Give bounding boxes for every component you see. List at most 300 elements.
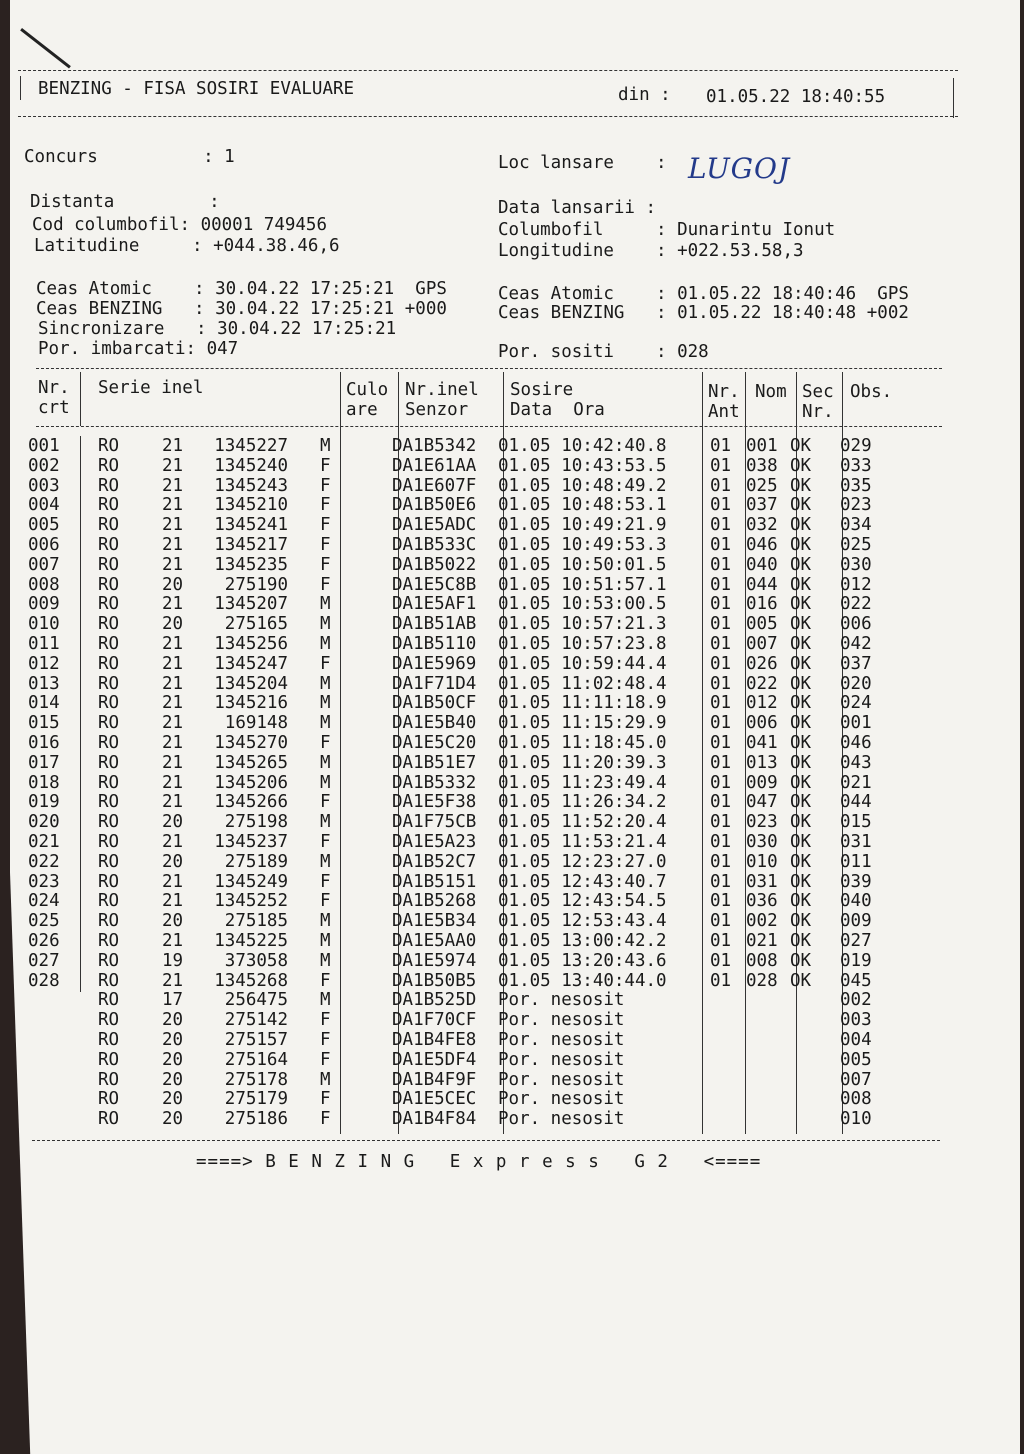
row-country: RO (98, 713, 120, 734)
table-row (0, 990, 1000, 1010)
table-row (0, 555, 1000, 575)
row-country: RO (98, 970, 120, 991)
row-sensor: DA1B50E6 (392, 495, 477, 516)
row-year: 20 (162, 1089, 184, 1110)
row-sex: F (320, 733, 331, 753)
row-ring: 275142 (224, 1010, 288, 1031)
row-nr: 013 (28, 673, 60, 694)
row-obs: 039 (840, 871, 872, 892)
row-ring: 1345235 (214, 554, 288, 575)
table-row (0, 1030, 1000, 1050)
table-bottom-border (32, 1140, 940, 1141)
row-sec: OK (790, 495, 812, 516)
col-header-serie-inel: Serie inel (98, 378, 204, 398)
row-arrival: 01.05 11:23:49.4 (498, 772, 667, 793)
row-country: RO (98, 1030, 120, 1050)
row-nr-ant: 01 (710, 911, 732, 932)
row-year: 21 (162, 832, 184, 852)
col-header-culoare: Culo are (346, 380, 389, 420)
row-sensor: DA1B51E7 (392, 752, 477, 773)
row-year: 21 (162, 891, 184, 912)
row-arrival: 01.05 11:11:18.9 (498, 693, 667, 714)
row-ring: 275189 (224, 851, 288, 872)
row-arrival: 01.05 10:42:40.8 (498, 436, 667, 456)
header-bottom-border (18, 116, 958, 117)
row-sensor: DA1B51AB (392, 614, 477, 635)
row-country: RO (98, 851, 120, 872)
row-sensor: DA1E5F38 (392, 792, 477, 813)
row-nr-ant: 01 (710, 931, 732, 951)
row-ring: 1345265 (214, 752, 288, 773)
table-row (0, 713, 1000, 733)
row-nom: 041 (746, 733, 778, 753)
table-row (0, 773, 1000, 793)
row-nr: 020 (28, 812, 60, 833)
row-arrival: Por. nesosit (498, 1109, 625, 1130)
row-obs: 046 (840, 733, 872, 753)
row-nom: 023 (746, 812, 778, 833)
row-sex: F (320, 792, 331, 813)
row-arrival: 01.05 11:15:29.9 (498, 713, 667, 734)
row-sensor: DA1B4F84 (392, 1109, 477, 1130)
row-sensor: DA1B533C (392, 535, 477, 555)
row-year: 17 (162, 990, 184, 1011)
row-sec: OK (790, 634, 812, 654)
row-sensor: DA1E5A23 (392, 832, 477, 852)
row-sensor: DA1B4F9F (392, 1069, 477, 1090)
row-year: 21 (162, 455, 184, 476)
row-nom: 006 (746, 713, 778, 734)
row-nr-ant: 01 (710, 871, 732, 892)
row-ring: 275165 (224, 614, 288, 635)
row-nom: 047 (746, 792, 778, 813)
table-row (0, 436, 1000, 456)
row-ring: 1345256 (214, 634, 288, 654)
row-sex: F (320, 1030, 331, 1050)
row-obs: 037 (840, 653, 872, 674)
row-arrival: 01.05 10:43:53.5 (498, 455, 667, 476)
row-nr-ant: 01 (710, 693, 732, 714)
row-country: RO (98, 554, 120, 575)
row-nr-ant: 01 (710, 752, 732, 773)
row-nom: 022 (746, 673, 778, 694)
row-nr-ant: 01 (710, 455, 732, 476)
row-country: RO (98, 772, 120, 793)
row-arrival: 01.05 11:52:20.4 (498, 812, 667, 833)
row-nr-ant: 01 (710, 950, 732, 971)
row-arrival: 01.05 10:51:57.1 (498, 574, 667, 595)
table-row (0, 951, 1000, 971)
row-nr: 027 (28, 950, 60, 971)
row-ring: 1345268 (214, 970, 288, 991)
row-nom: 021 (746, 931, 778, 951)
row-sensor: DA1B5268 (392, 891, 477, 912)
row-sensor: DA1E5AF1 (392, 594, 477, 615)
row-country: RO (98, 455, 120, 476)
loc-lansare-handwritten: LUGOJ (688, 152, 791, 185)
row-nr: 009 (28, 594, 60, 615)
row-country: RO (98, 832, 120, 852)
row-obs: 002 (840, 990, 872, 1011)
concurs-line: Concurs : 1 (24, 147, 235, 167)
table-row (0, 1050, 1000, 1070)
data-lansarii-line: Data lansarii : (498, 198, 657, 218)
row-sec: OK (790, 455, 812, 476)
row-sensor: DA1B5022 (392, 554, 477, 575)
row-sex: F (320, 832, 331, 852)
row-sensor: DA1F70CF (392, 1010, 477, 1031)
table-row (0, 614, 1000, 634)
row-sensor: DA1B525D (392, 990, 477, 1011)
row-nr-ant: 01 (710, 614, 732, 635)
table-row (0, 515, 1000, 535)
col-header-obs: Obs. (850, 382, 893, 402)
row-ring: 275186 (224, 1109, 288, 1130)
row-nr-ant: 01 (710, 634, 732, 654)
row-obs: 029 (840, 436, 872, 456)
row-nr: 011 (28, 634, 60, 654)
row-obs: 030 (840, 554, 872, 575)
row-obs: 024 (840, 693, 872, 714)
row-nom: 032 (746, 515, 778, 536)
row-ring: 1345210 (214, 495, 288, 516)
row-ring: 1345207 (214, 594, 288, 615)
row-nom: 009 (746, 772, 778, 793)
row-nr-ant: 01 (710, 851, 732, 872)
row-ring: 256475 (224, 990, 288, 1011)
row-arrival: 01.05 11:20:39.3 (498, 752, 667, 773)
row-nom: 038 (746, 455, 778, 476)
row-obs: 012 (840, 574, 872, 595)
row-sex: F (320, 1049, 331, 1070)
row-sec: OK (790, 693, 812, 714)
row-nr-ant: 01 (710, 594, 732, 615)
row-sec: OK (790, 733, 812, 753)
row-sex: F (320, 495, 331, 516)
row-ring: 373058 (224, 950, 288, 971)
table-row (0, 832, 1000, 852)
row-sensor: DA1F71D4 (392, 673, 477, 694)
row-year: 21 (162, 653, 184, 674)
row-arrival: 01.05 12:23:27.0 (498, 851, 667, 872)
row-sex: M (320, 851, 331, 872)
row-obs: 020 (840, 673, 872, 694)
row-obs: 015 (840, 812, 872, 833)
row-year: 20 (162, 911, 184, 932)
row-arrival: 01.05 10:53:00.5 (498, 594, 667, 615)
row-nom: 010 (746, 851, 778, 872)
row-country: RO (98, 792, 120, 813)
row-year: 20 (162, 1049, 184, 1070)
row-year: 21 (162, 713, 184, 734)
table-row (0, 812, 1000, 832)
row-sex: M (320, 931, 331, 951)
row-arrival: 01.05 10:49:21.9 (498, 515, 667, 536)
loc-lansare-label: Loc lansare : (498, 153, 667, 173)
row-country: RO (98, 891, 120, 912)
row-ring: 1345266 (214, 792, 288, 813)
row-year: 21 (162, 970, 184, 991)
row-sex: F (320, 891, 331, 912)
row-sex: M (320, 614, 331, 635)
row-year: 20 (162, 1010, 184, 1031)
row-sec: OK (790, 436, 812, 456)
row-ring: 1345225 (214, 931, 288, 951)
row-obs: 027 (840, 931, 872, 951)
row-sensor: DA1B50B5 (392, 970, 477, 991)
row-year: 20 (162, 614, 184, 635)
row-country: RO (98, 475, 120, 496)
row-nom: 002 (746, 911, 778, 932)
row-nom: 007 (746, 634, 778, 654)
row-country: RO (98, 950, 120, 971)
row-nr-ant: 01 (710, 535, 732, 555)
table-row (0, 456, 1000, 476)
row-nr: 015 (28, 713, 60, 734)
row-year: 21 (162, 495, 184, 516)
row-ring: 1345227 (214, 436, 288, 456)
row-obs: 031 (840, 832, 872, 852)
row-sex: F (320, 871, 331, 892)
table-header-divider (36, 426, 942, 427)
row-obs: 004 (840, 1030, 872, 1050)
row-sex: M (320, 950, 331, 971)
row-sensor: DA1E5B40 (392, 713, 477, 734)
row-nr: 003 (28, 475, 60, 496)
row-obs: 011 (840, 851, 872, 872)
row-nr-ant: 01 (710, 832, 732, 852)
row-sec: OK (790, 515, 812, 536)
row-obs: 044 (840, 792, 872, 813)
row-nr: 002 (28, 455, 60, 476)
report-date-value: 01.05.22 18:40:55 (706, 87, 886, 107)
row-year: 21 (162, 693, 184, 714)
row-obs: 008 (840, 1089, 872, 1110)
row-country: RO (98, 1049, 120, 1070)
table-top-border (36, 368, 942, 369)
row-country: RO (98, 990, 120, 1011)
row-sensor: DA1B52C7 (392, 851, 477, 872)
row-obs: 043 (840, 752, 872, 773)
row-arrival: 01.05 11:53:21.4 (498, 832, 667, 852)
table-row (0, 634, 1000, 654)
row-sex: F (320, 1089, 331, 1110)
row-sex: M (320, 693, 331, 714)
row-nr: 016 (28, 733, 60, 753)
row-nr-ant: 01 (710, 713, 732, 734)
row-nr-ant: 01 (710, 733, 732, 753)
row-sec: OK (790, 832, 812, 852)
row-sensor: DA1E5C8B (392, 574, 477, 595)
footer-banner: ====> B E N Z I N G E x p r e s s G 2 <==== (196, 1152, 762, 1172)
row-nr: 019 (28, 792, 60, 813)
row-nr: 012 (28, 653, 60, 674)
row-country: RO (98, 535, 120, 555)
row-nom: 028 (746, 970, 778, 991)
table-row (0, 753, 1000, 773)
row-sex: F (320, 535, 331, 555)
row-nr: 023 (28, 871, 60, 892)
row-nr: 028 (28, 970, 60, 991)
row-ring: 275164 (224, 1049, 288, 1070)
row-obs: 019 (840, 950, 872, 971)
por-imbarcati-line: Por. imbarcati: 047 (38, 339, 239, 359)
report-title: BENZING - FISA SOSIRI EVALUARE (38, 79, 355, 99)
row-country: RO (98, 1089, 120, 1110)
row-arrival: Por. nesosit (498, 1069, 625, 1090)
row-country: RO (98, 594, 120, 615)
row-year: 20 (162, 1069, 184, 1090)
col-header-nr-inel-senzor: Nr.inel Senzor (405, 380, 479, 420)
row-sec: OK (790, 970, 812, 991)
table-row (0, 872, 1000, 892)
table-row (0, 931, 1000, 951)
row-obs: 035 (840, 475, 872, 496)
row-nr-ant: 01 (710, 436, 732, 456)
row-obs: 006 (840, 614, 872, 635)
col-header-nr-ant: Nr. Ant (708, 382, 740, 422)
row-nr: 018 (28, 772, 60, 793)
row-year: 20 (162, 851, 184, 872)
row-ring: 169148 (224, 713, 288, 734)
row-sensor: DA1E5974 (392, 950, 477, 971)
row-year: 21 (162, 535, 184, 555)
row-country: RO (98, 436, 120, 456)
por-sositi-line: Por. sositi : 028 (498, 342, 709, 362)
row-year: 21 (162, 931, 184, 951)
row-sec: OK (790, 812, 812, 833)
row-arrival: Por. nesosit (498, 1049, 625, 1070)
row-sex: F (320, 475, 331, 496)
row-arrival: Por. nesosit (498, 990, 625, 1011)
row-nom: 008 (746, 950, 778, 971)
row-sensor: DA1E61AA (392, 455, 477, 476)
row-ring: 1345217 (214, 535, 288, 555)
header-left-bar (20, 76, 21, 100)
row-sex: M (320, 634, 331, 654)
row-nom: 037 (746, 495, 778, 516)
row-sec: OK (790, 871, 812, 892)
table-row (0, 1010, 1000, 1030)
row-obs: 034 (840, 515, 872, 536)
row-ring: 275157 (224, 1030, 288, 1050)
row-nr: 007 (28, 554, 60, 575)
row-sex: M (320, 713, 331, 734)
row-year: 21 (162, 871, 184, 892)
row-ring: 1345204 (214, 673, 288, 694)
row-year: 21 (162, 792, 184, 813)
row-year: 21 (162, 594, 184, 615)
table-row (0, 575, 1000, 595)
table-row (0, 852, 1000, 872)
row-nr: 014 (28, 693, 60, 714)
row-nr-ant: 01 (710, 891, 732, 912)
table-row (0, 1089, 1000, 1109)
row-year: 21 (162, 752, 184, 773)
distanta-line: Distanta : (30, 192, 220, 212)
row-arrival: 01.05 11:02:48.4 (498, 673, 667, 694)
row-arrival: 01.05 10:59:44.4 (498, 653, 667, 674)
row-obs: 010 (840, 1109, 872, 1130)
row-nr: 024 (28, 891, 60, 912)
row-obs: 009 (840, 911, 872, 932)
row-country: RO (98, 1069, 120, 1090)
row-arrival: 01.05 10:48:53.1 (498, 495, 667, 516)
row-arrival: Por. nesosit (498, 1030, 625, 1050)
row-nr-ant: 01 (710, 475, 732, 496)
row-sex: F (320, 574, 331, 595)
row-ring: 1345216 (214, 693, 288, 714)
row-ring: 1345206 (214, 772, 288, 793)
row-obs: 023 (840, 495, 872, 516)
row-nr-ant: 01 (710, 495, 732, 516)
row-country: RO (98, 574, 120, 595)
row-country: RO (98, 614, 120, 635)
row-nom: 005 (746, 614, 778, 635)
ceas-atomic-left: Ceas Atomic : 30.04.22 17:25:21 GPS (36, 279, 447, 299)
row-nom: 013 (746, 752, 778, 773)
row-country: RO (98, 871, 120, 892)
row-nr-ant: 01 (710, 792, 732, 813)
row-year: 21 (162, 634, 184, 654)
row-sensor: DA1E5ADC (392, 515, 477, 536)
row-nr: 021 (28, 832, 60, 852)
row-nom: 001 (746, 436, 778, 456)
row-arrival: 01.05 12:43:40.7 (498, 871, 667, 892)
table-row (0, 911, 1000, 931)
row-nom: 036 (746, 891, 778, 912)
ceas-benzing-left: Ceas BENZING : 30.04.22 17:25:21 +000 (36, 299, 447, 319)
row-obs: 021 (840, 772, 872, 793)
row-obs: 005 (840, 1049, 872, 1070)
table-row (0, 594, 1000, 614)
latitudine-line: Latitudine : +044.38.46,6 (34, 236, 340, 256)
row-sec: OK (790, 554, 812, 575)
row-sec: OK (790, 911, 812, 932)
row-country: RO (98, 495, 120, 516)
columbofil-line: Columbofil : Dunarintu Ionut (498, 220, 836, 240)
row-obs: 007 (840, 1069, 872, 1090)
row-ring: 1345247 (214, 653, 288, 674)
row-sex: M (320, 772, 331, 793)
row-sex: M (320, 752, 331, 773)
row-nr: 017 (28, 752, 60, 773)
row-sensor: DA1B5110 (392, 634, 477, 654)
row-ring: 275198 (224, 812, 288, 833)
row-sensor: DA1E5DF4 (392, 1049, 477, 1070)
row-nom: 025 (746, 475, 778, 496)
row-year: 21 (162, 436, 184, 456)
row-sec: OK (790, 673, 812, 694)
row-sensor: DA1B5332 (392, 772, 477, 793)
row-sensor: DA1F75CB (392, 812, 477, 833)
row-sensor: DA1E5969 (392, 653, 477, 674)
row-nr: 025 (28, 911, 60, 932)
row-arrival: Por. nesosit (498, 1010, 625, 1031)
ceas-benzing-right: Ceas BENZING : 01.05.22 18:40:48 +002 (498, 303, 909, 323)
row-arrival: 01.05 13:40:44.0 (498, 970, 667, 991)
row-ring: 1345240 (214, 455, 288, 476)
row-sex: M (320, 911, 331, 932)
row-sensor: DA1B50CF (392, 693, 477, 714)
row-year: 21 (162, 772, 184, 793)
row-arrival: 01.05 13:00:42.2 (498, 931, 667, 951)
table-row (0, 971, 1000, 991)
row-sensor: DA1B4FE8 (392, 1030, 477, 1050)
row-nr: 026 (28, 931, 60, 951)
row-obs: 042 (840, 634, 872, 654)
row-ring: 275190 (224, 574, 288, 595)
